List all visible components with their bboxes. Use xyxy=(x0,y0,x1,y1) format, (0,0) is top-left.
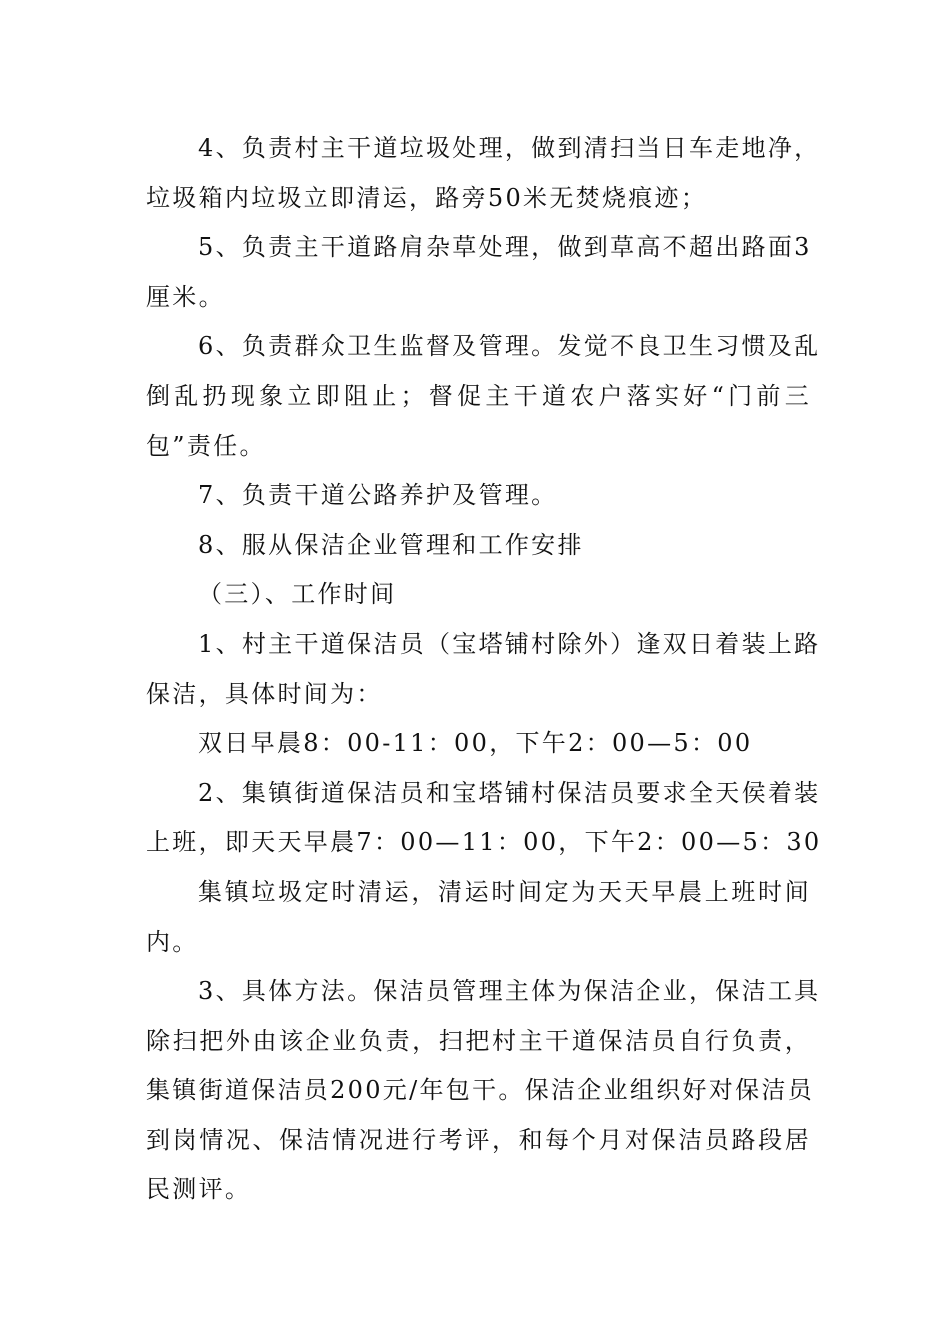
paragraph-line: 6、负责群众卫生监督及管理。发觉不良卫生习惯及乱 xyxy=(198,332,821,361)
paragraph-line: 5、负责主干道路肩杂草处理，做到草高不超出路面3 xyxy=(198,233,812,262)
paragraph-line: 3、具体方法。保洁员管理主体为保洁企业，保洁工具 xyxy=(198,977,821,1006)
document-body xyxy=(146,124,822,1215)
paragraph-line: 倒乱扔现象立即阻止；督促主干道农户落实好“门前三 xyxy=(146,381,811,410)
paragraph-line: 到岗情况、保洁情况进行考评，和每个月对保洁员路段居 xyxy=(146,1125,811,1154)
paragraph-line: 厘米。 xyxy=(146,282,225,311)
paragraph-line: 包”责任。 xyxy=(146,431,266,460)
paragraph-line: 内。 xyxy=(146,927,199,956)
paragraph-line: 集镇垃圾定时清运，清运时间定为天天早晨上班时间 xyxy=(198,877,811,906)
paragraph-line: 1、村主干道保洁员（宝塔铺村除外）逢双日着装上路 xyxy=(198,629,821,658)
paragraph-line: 2、集镇街道保洁员和宝塔铺村保洁员要求全天侯着装 xyxy=(198,778,821,807)
paragraph-line: 保洁，具体时间为： xyxy=(146,679,383,708)
schedule-line: 双日早晨8：00-11：00，下午2：00—5：00 xyxy=(198,729,753,758)
paragraph-line: 垃圾箱内垃圾立即清运，路旁50米无焚烧痕迹； xyxy=(146,183,708,212)
paragraph-line: 4、负责村主干道垃圾处理，做到清扫当日车走地净， xyxy=(198,134,821,162)
paragraph-line: 集镇街道保洁员200元/年包干。保洁企业组织好对保洁员 xyxy=(146,1076,814,1105)
paragraph-line: 7、负责干道公路养护及管理。 xyxy=(198,481,558,510)
paragraph-line: 8、服从保洁企业管理和工作安排 xyxy=(198,530,584,559)
paragraph-line: 民测评。 xyxy=(146,1175,252,1204)
section-heading: （三）、工作时间 xyxy=(198,580,397,609)
schedule-line: 上班，即天天早晨7：00—11：00，下午2：00—5：30 xyxy=(146,828,822,857)
paragraph-line: 除扫把外由该企业负责，扫把村主干道保洁员自行负责， xyxy=(146,1026,811,1055)
